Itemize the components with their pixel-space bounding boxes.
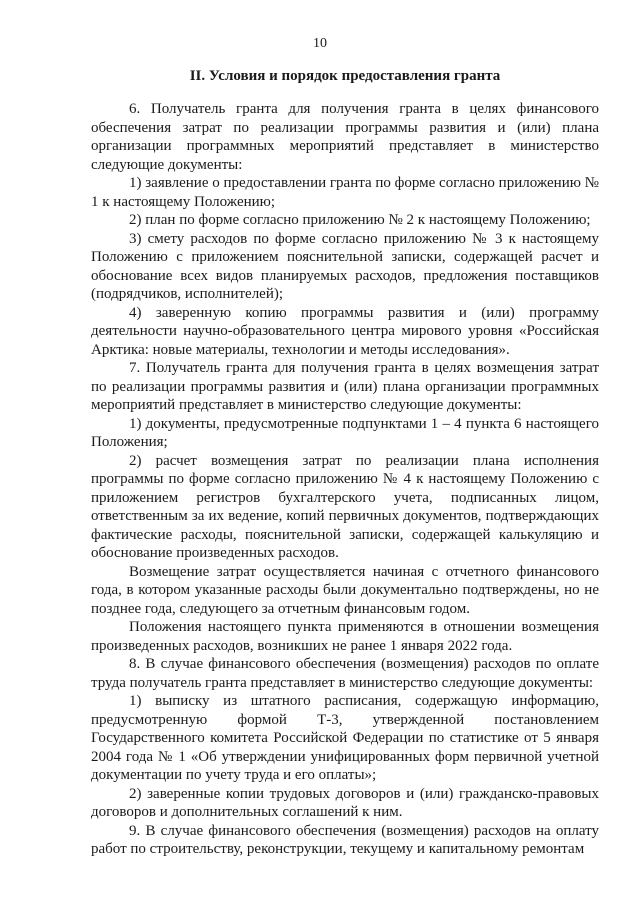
paragraph-7-item-1: 1) документы, предусмотренные подпунктами 1 – 4 пункта 6 настоящего Положения; xyxy=(91,415,599,450)
paragraph-8-item-1: 1) выписку из штатного расписания, содержащую информацию, предусмотренную формой Т-3, утвержденной постановлением Государственного комитета Российской Федерации по статистике от 5 января 2004 года № 1 «Об утверждении унифицированных форм первичной учетной документации по учету труда и его оплаты»; xyxy=(91,693,599,783)
paragraph-7-applicability: Положения настоящего пункта применяются в отношении возмещения произведенных расходов, возникших не ранее 1 января 2022 года. xyxy=(91,619,599,654)
paragraph-7-intro: 7. Получатель гранта для получения гранта в целях возмещения затрат по реализации программы развития и (или) плана организации программных мероприятий представляет в министерство следующие документы: xyxy=(91,360,599,413)
paragraph-6-item-2: 2) план по форме согласно приложению № 2 к настоящему Положению; xyxy=(129,212,591,228)
paragraph-9-intro: 9. В случае финансового обеспечения (возмещения) расходов на оплату работ по строительству, реконструкции, текущему и капитальному ремонтам xyxy=(91,822,599,857)
paragraph-6-item-1: 1) заявление о предоставлении гранта по форме согласно приложению № 1 к настоящему Положению; xyxy=(91,175,599,210)
paragraph-7-item-2: 2) расчет возмещения затрат по реализации плана исполнения программы по форме согласно приложению № 4 к настоящему Положению с приложением регистров бухгалтерского учета, подписанных лицом, ответственным за их ведение, копий первичных документов, подтверждающих фактические расходы, пояснительной записки, содержащей калькуляцию и обоснование произведенных расходов. xyxy=(91,452,599,561)
paragraph-6-intro: 6. Получатель гранта для получения гранта в целях финансового обеспечения затрат по реализации программы развития и (или) плана организации программных мероприятий представляет в министерство следующие документы: xyxy=(91,101,599,173)
paragraph-7-reimbursement: Возмещение затрат осуществляется начиная с отчетного финансового года, в котором указанные расходы были документально подтверждены, но не позднее года, следующего за отчетным финансовым годом. xyxy=(91,563,599,617)
section-title: II. Условия и порядок предоставления гранта xyxy=(189,68,501,84)
document-body xyxy=(91,100,599,859)
paragraph-6-item-4: 4) заверенную копию программы развития и (или) программу деятельности научно-образовательного центра мирового уровня «Российская Арктика: новые материалы, технологии и методы исследования». xyxy=(91,304,599,358)
paragraph-8-item-2: 2) заверенные копии трудовых договоров и (или) гражданско-правовых договоров и дополнительных соглашений к ним. xyxy=(91,785,599,820)
page-number: 10 xyxy=(313,36,327,51)
paragraph-8-intro: 8. В случае финансового обеспечения (возмещения) расходов по оплате труда получатель гранта представляет в министерство следующие документы: xyxy=(91,656,599,691)
paragraph-6-item-3: 3) смету расходов по форме согласно приложению № 3 к настоящему Положению с приложением пояснительной записки, содержащей расчет и обоснование всех видов планируемых расходов, предложения поставщиков (подрядчиков, исполнителей); xyxy=(91,230,599,302)
